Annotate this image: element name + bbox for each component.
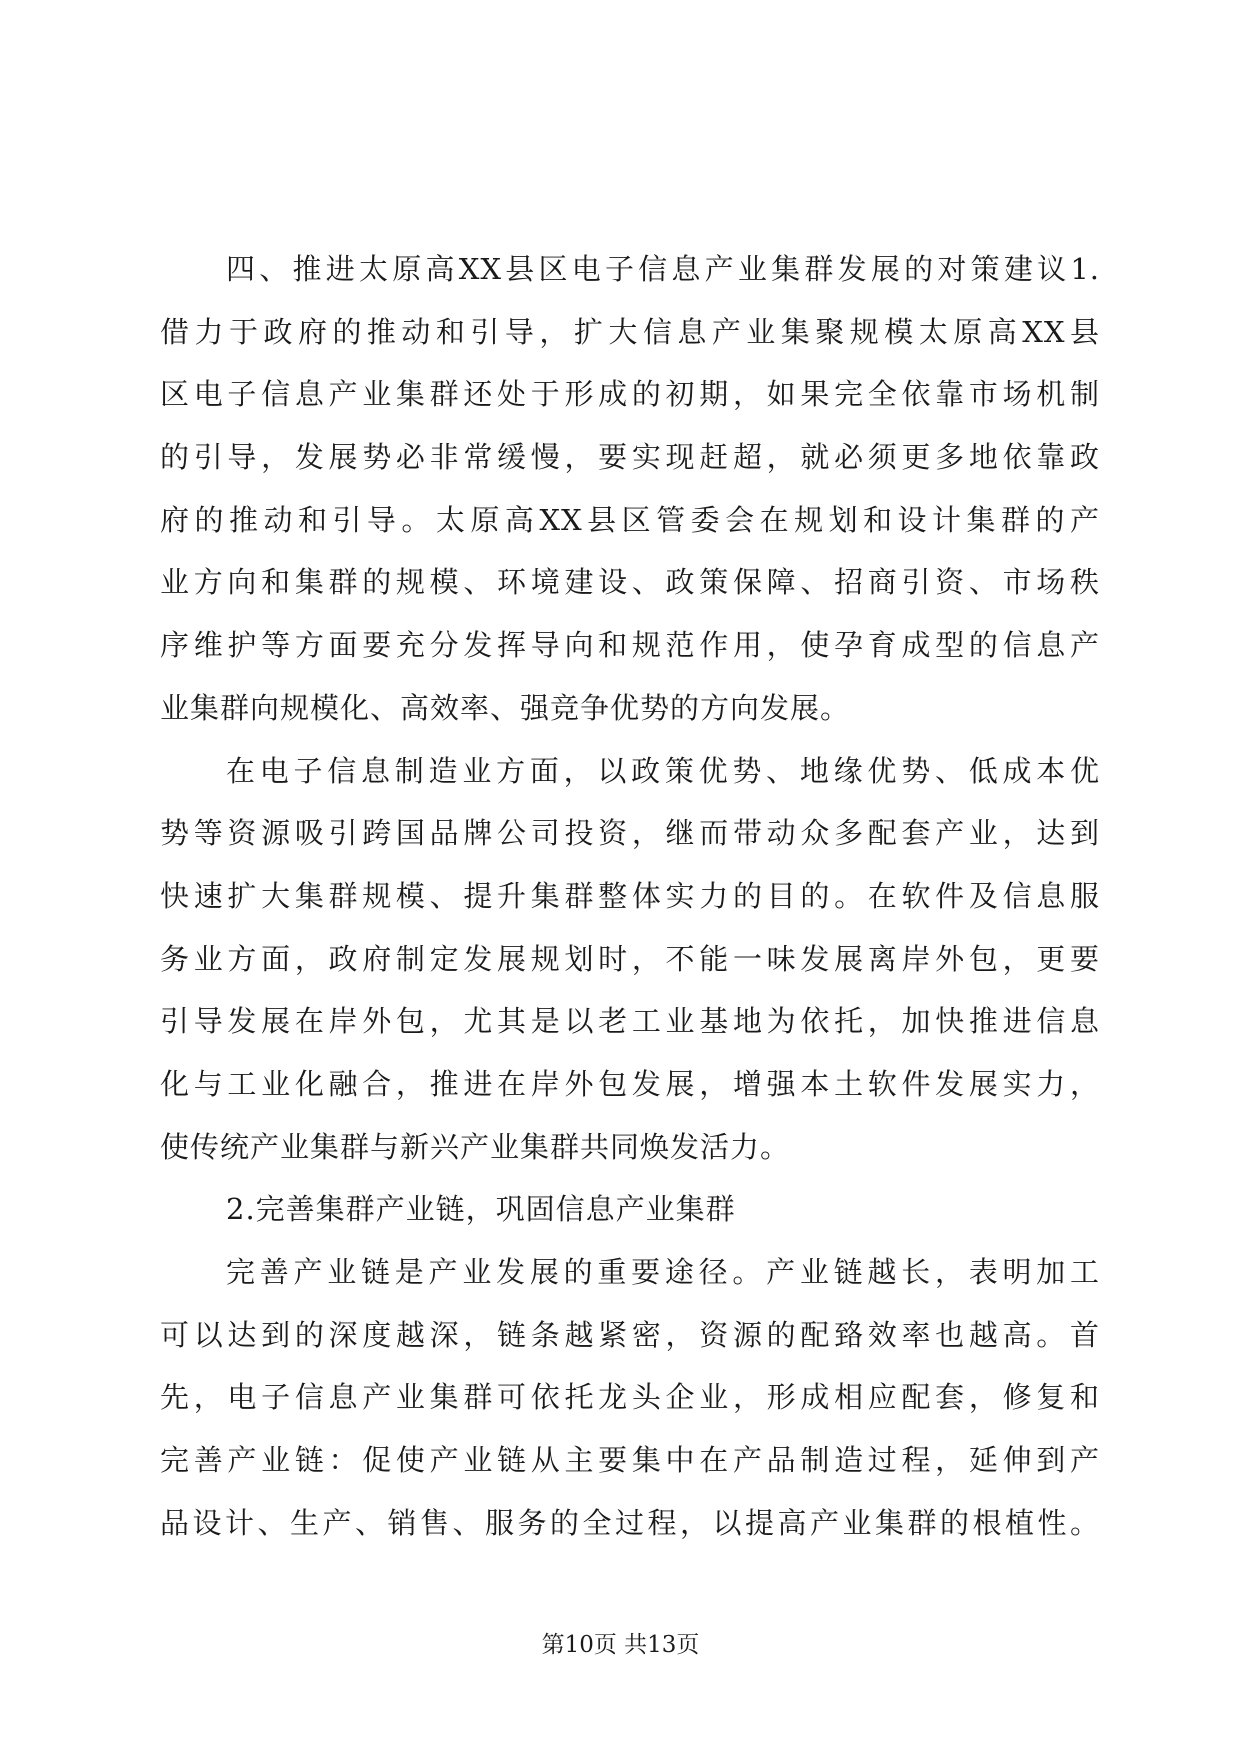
text-line: 业集群向规模化、高效率、强竞争优势的方向发展。	[160, 690, 851, 725]
text-line: 府的推动和引导。太原高XX县区管委会在规划和设计集群的产	[160, 502, 1100, 537]
text-line: 的引导，发展势必非常缓慢，要实现赶超，就必须更多地依靠政	[160, 440, 1100, 475]
text-line: 使传统产业集群与新兴产业集群共同焕发活力。	[160, 1129, 791, 1164]
text-line: 可以达到的深度越深，链条越紧密，资源的配臵效率也越高。首	[160, 1317, 1100, 1352]
text-line: 序维护等方面要充分发挥导向和规范作用，使孕育成型的信息产	[160, 628, 1100, 663]
text-line: 区电子信息产业集群还处于形成的初期，如果完全依靠市场机制	[160, 377, 1100, 412]
text-line: 势等资源吸引跨国品牌公司投资，继而带动众多配套产业，达到	[160, 816, 1100, 851]
text-line: 借力于政府的推动和引导，扩大信息产业集聚规模太原高XX县	[160, 314, 1100, 349]
text-line: 业方向和集群的规模、环境建设、政策保障、招商引资、市场秩	[160, 565, 1100, 600]
text-line: 务业方面，政府制定发展规划时，不能一味发展离岸外包，更要	[160, 941, 1100, 976]
body-text	[160, 238, 1100, 1554]
text-line: 先，电子信息产业集群可依托龙头企业，形成相应配套，修复和	[160, 1380, 1100, 1415]
text-line: 在电子信息制造业方面，以政策优势、地缘优势、低成本优	[226, 753, 1100, 788]
page-number: 第10页 共13页	[541, 1632, 700, 1658]
text-line: 完善产业链：促使产业链从主要集中在产品制造过程，延伸到产	[160, 1443, 1100, 1478]
text-line: 完善产业链是产业发展的重要途径。产业链越长，表明加工	[226, 1255, 1100, 1289]
text-line: 四、推进太原高XX县区电子信息产业集群发展的对策建议1.	[226, 252, 1100, 286]
text-line: 快速扩大集群规模、提升集群整体实力的目的。在软件及信息服	[160, 878, 1100, 913]
text-line: 品设计、生产、销售、服务的全过程，以提高产业集群的根植性。	[160, 1505, 1100, 1540]
text-line: 引导发展在岸外包，尤其是以老工业基地为依托，加快推进信息	[160, 1004, 1100, 1039]
text-line: 化与工业化融合，推进在岸外包发展，增强本土软件发展实力，	[160, 1066, 1100, 1101]
section-heading: 2.完善集群产业链，巩固信息产业集群	[226, 1192, 736, 1227]
